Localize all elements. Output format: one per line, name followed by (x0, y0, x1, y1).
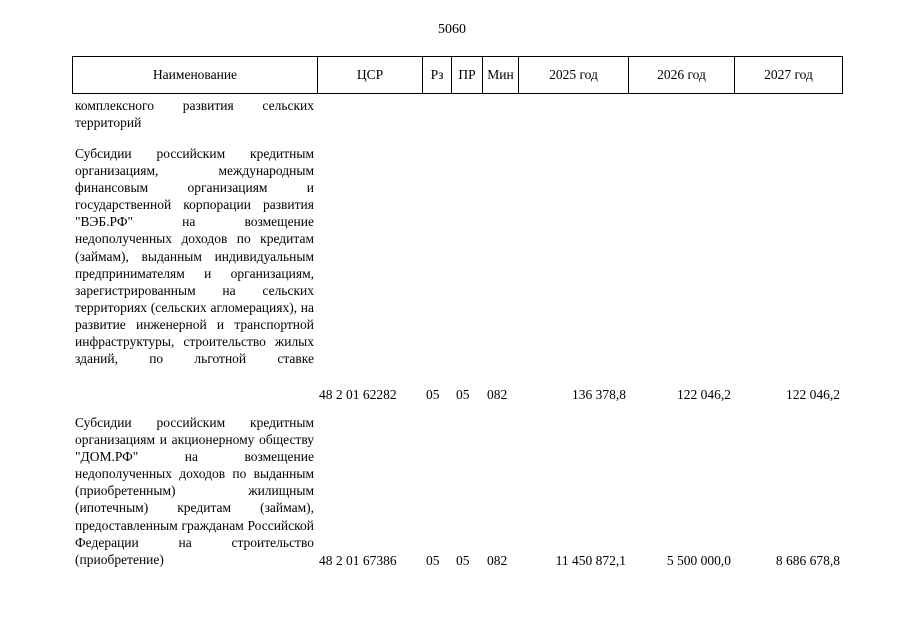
budget-table-header (72, 56, 843, 94)
table-row-2-2025: 11 450 872,1 (555, 553, 626, 568)
header-2025: 2025 год (519, 57, 629, 94)
header-2026: 2026 год (629, 57, 735, 94)
table-row-1-pr: 05 (456, 387, 470, 402)
continuation-line-2: территорий (75, 115, 142, 130)
table-row-2-min: 082 (487, 553, 508, 568)
table-row-1-2027: 122 046,2 (786, 387, 840, 402)
table-row-1-name: Субсидии российским кредитным организациям, международным финансовым организациям и государственной корпорации развития "ВЭБ.РФ" на возмещение недополученных доходов по кредитам (займам), выданным индивидуальным предпринимателям и организациям, зарегистрированным на сельских территориях (сельских агломерациях), на развитие инженерной и транспортной инфраструктуры, строительство жилых зданий, по льготной ставке (75, 146, 314, 367)
table-row-2-2027: 8 686 678,8 (775, 553, 840, 568)
table-row-1-rz: 05 (426, 387, 440, 402)
header-2027: 2027 год (735, 57, 843, 94)
table-row-2-pr: 05 (456, 553, 470, 568)
table-row-1-csr: 48 2 01 62282 (319, 387, 397, 402)
page-number: 5060 (438, 22, 466, 37)
table-row-1-2026: 122 046,2 (677, 387, 731, 402)
table-row-1-2025: 136 378,8 (572, 387, 626, 402)
header-min: Мин (483, 57, 519, 94)
header-rz: Рз (423, 57, 452, 94)
header-pr: ПР (452, 57, 483, 94)
table-row-2-rz: 05 (426, 553, 440, 568)
table-row-2-2026: 5 500 000,0 (666, 553, 731, 568)
header-csr: ЦСР (318, 57, 423, 94)
table-row-2-csr: 48 2 01 67386 (319, 553, 397, 568)
continuation-line-1: комплексного развития сельских (75, 98, 314, 113)
header-name: Наименование (73, 57, 318, 94)
table-row-2-name: Субсидии российским кредитным организациям и акционерному обществу "ДОМ.РФ" на возмещение недополученных доходов по выданным (приобретенным) жилищным (ипотечным) кредитам (займам), предоставленным гражданам Российской Федерации на строительство (приобретение) (75, 415, 314, 567)
table-row-1-min: 082 (487, 387, 508, 402)
